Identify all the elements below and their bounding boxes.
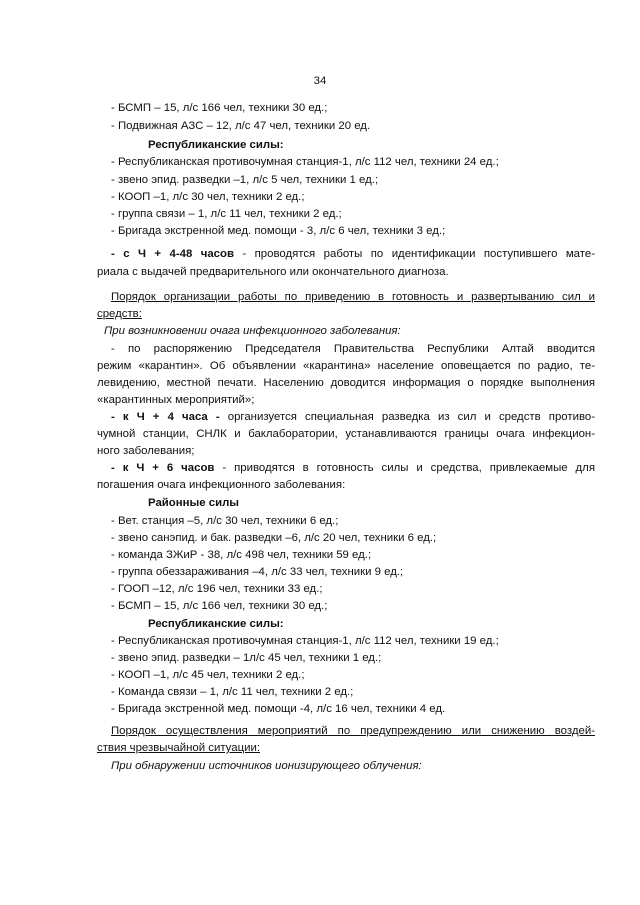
list-item: - звено эпид. разведки – 1л/с 45 чел, техники 1 ед.; bbox=[111, 652, 382, 664]
time-marker: - к Ч + 4 часа - bbox=[111, 411, 220, 423]
paragraph-line: погашения очага инфекционного заболевания: bbox=[97, 479, 346, 491]
time-marker: - к Ч + 6 часов bbox=[111, 462, 215, 474]
list-item: - звено санэпид. и бак. разведки –6, л/с 20 чел, техники 6 ед.; bbox=[111, 532, 437, 544]
paragraph-line: риала с выдачей предварительного или окончательного диагноза. bbox=[97, 266, 449, 278]
list-item: - КООП –1, л/с 30 чел, техники 2 ед.; bbox=[111, 191, 305, 203]
list-item: - Республиканская противочумная станция-1, л/с 112 чел, техники 24 ед.; bbox=[111, 156, 499, 168]
section-heading: Районные силы bbox=[148, 497, 240, 509]
list-item: - БСМП – 15, л/с 166 чел, техники 30 ед.; bbox=[111, 102, 328, 114]
subsection-title: При возникновении очага инфекционного заболевания: bbox=[104, 325, 401, 337]
paragraph-line: «карантинных мероприятий»; bbox=[97, 394, 255, 406]
list-item: - КООП –1, л/с 45 чел, техники 2 ед.; bbox=[111, 669, 305, 681]
section-title: средств: bbox=[97, 308, 142, 320]
paragraph-line: - с Ч + 4-48 часов - проводятся работы по идентификации поступившего мате- bbox=[111, 248, 595, 260]
section-heading: Республиканские силы: bbox=[148, 139, 284, 151]
list-item: - команда ЗЖиР - 38, л/с 498 чел, техники 59 ед.; bbox=[111, 549, 372, 561]
paragraph-line: ного заболевания; bbox=[97, 445, 195, 457]
list-item: - Вет. станция –5, л/с 30 чел, техники 6 ед.; bbox=[111, 515, 339, 527]
section-title: Порядок осуществления мероприятий по предупреждению или снижению воздей- bbox=[111, 725, 595, 737]
list-item: - Бригада экстренной мед. помощи - 3, л/с 6 чел, техники 3 ед.; bbox=[111, 225, 446, 237]
list-item: - группа связи – 1, л/с 11 чел, техники 2 ед.; bbox=[111, 208, 342, 220]
paragraph-line: - к Ч + 6 часов - приводятся в готовность силы и средства, привлекаемые для bbox=[111, 462, 595, 474]
list-item: - звено эпид. разведки –1, л/с 5 чел, техники 1 ед.; bbox=[111, 174, 379, 186]
section-title: ствия чрезвычайной ситуации: bbox=[97, 742, 260, 754]
paragraph-line: - к Ч + 4 часа - организуется специальная разведка из сил и средств противо- bbox=[111, 411, 595, 423]
subsection-title: При обнаружении источников ионизирующего облучения: bbox=[111, 760, 422, 772]
list-item: - БСМП – 15, л/с 166 чел, техники 30 ед.; bbox=[111, 600, 328, 612]
list-item: - ГООП –12, л/с 196 чел, техники 33 ед.; bbox=[111, 583, 323, 595]
section-heading: Республиканские силы: bbox=[148, 618, 284, 630]
list-item: - Подвижная АЗС – 12, л/с 47 чел, техники 20 ед. bbox=[111, 120, 371, 132]
paragraph-line: режим «карантин». Об объявлении «карантина» население оповещается по радио, те- bbox=[97, 360, 595, 372]
paragraph-line: чумной станции, СНЛК и баклаборатории, устанавливаются границы очага инфекцион- bbox=[97, 428, 595, 440]
list-item: - Бригада экстренной мед. помощи -4, л/с 16 чел, техники 4 ед. bbox=[111, 703, 446, 715]
paragraph-line: - по распоряжению Председателя Правительства Республики Алтай вводится bbox=[111, 343, 595, 355]
paragraph-line: левидению, местной печати. Населению доводится информация о порядке выполнения bbox=[97, 377, 595, 389]
list-item: - Команда связи – 1, л/с 11 чел, техники 2 ед.; bbox=[111, 686, 354, 698]
time-marker: - с Ч + 4-48 часов bbox=[111, 248, 234, 260]
list-item: - Республиканская противочумная станция-1, л/с 112 чел, техники 19 ед.; bbox=[111, 635, 499, 647]
list-item: - группа обеззараживания –4, л/с 33 чел, техники 9 ед.; bbox=[111, 566, 404, 578]
section-title: Порядок организации работы по приведению в готовность и развертыванию сил и bbox=[111, 291, 595, 303]
page-number: 34 bbox=[313, 75, 327, 87]
